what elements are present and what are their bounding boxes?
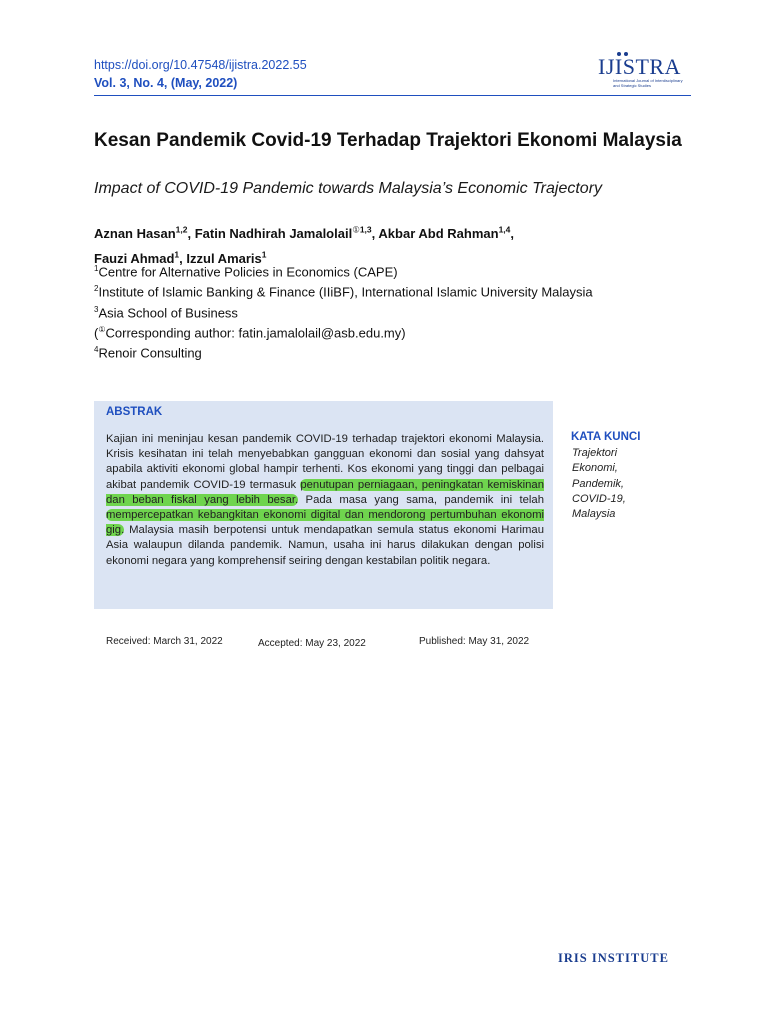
author: Fatin Nadhirah Jamalolail$^{①1,3}$, [194,225,379,242]
author: Aznan Hasan$^{1,2}$, [94,225,195,242]
corresponding-author: (①Corresponding author: fatin.jamalolail@asb.edu.my) [94,324,406,341]
keyword: Pandemik, [572,477,624,490]
affiliation: $^4$Renoir Consulting [94,345,202,361]
logo-text: IJISTRA [598,54,681,79]
accepted-date: Accepted: May 23, 2022 [258,638,366,649]
paper-subtitle: Impact of COVID-19 Pandemic towards Malaysia’s Economic Trajectory [94,180,603,197]
header-divider [94,95,691,96]
highlight: penutupan perniagaan, peningkatan kemiskinan dan beban fiskal yang lebih besar. [106,478,544,506]
received-date: Received: March 31, 2022 [106,636,223,647]
volume-info: Vol. 3, No. 4, (May, 2022) [94,76,238,90]
logo-subtitle: International Journal of Interdisciplinary and Strategic Studies [613,78,683,88]
abstract-text: Kajian ini meninjau kesan pandemik COVID-19 terhadap trajektori ekonomi Malaysia. Krisis kesihatan ini telah menyebabkan gangguan ekonomi dan sosial yang dahsyat apabila aktiviti ekonomi global hampir terhenti. Kos ekonomi yang tinggi dan pelbagai akibat pandemik COVID-19 termasuk penutupan perniagaan, peningkatan kemiskinan dan beban fiskal yang lebih besar. Pada masa yang sama, pandemik ini telah mempercepatkan kebangkitan ekonomi digital dan mendorong pertumbuhan ekonomi gig. Malaysia masih berpotensi untuk mendapatkan semula status ekonomi Harimau Asia walaupun dilanda pandemik. Namun, usaha ini harus dilakukan dengan polisi ekonomi negara yang komprehensif seiring dengan kestabilan politik negara. [106,433,544,567]
abstract-heading: ABSTRAK [106,406,163,418]
doi-link[interactable]: https://doi.org/10.47548/ijistra.2022.55 [94,58,307,72]
keywords-list [572,446,662,522]
keyword: Malaysia [572,508,616,521]
keyword: COVID-19, [572,492,626,505]
publisher-footer: IRIS INSTITUTE [558,951,669,965]
published-date: Published: May 31, 2022 [419,636,530,647]
affiliation: $^3$Asia School of Business [94,304,238,320]
affiliation: $^1$Centre for Alternative Policies in Economics (CAPE) [94,264,398,280]
keywords-heading: KATA KUNCI [571,431,641,443]
highlight: mempercepatkan kebangkitan ekonomi digital dan mendorong pertumbuhan ekonomi gig. [106,509,544,537]
author: Izzul Amaris$^1$ [186,249,267,266]
author: Akbar Abd Rahman$^{1,4}$, [378,225,515,242]
affiliation: $^2$Institute of Islamic Banking & Finance (IIiBF), International Islamic University Malaysia [94,284,593,300]
journal-logo [598,50,693,90]
corresponding-mark-icon: ① [352,225,360,235]
keyword: Trajektori Ekonomi, [572,447,618,475]
affiliations [94,260,714,362]
paper-title: Kesan Pandemik Covid-19 Terhadap Trajektori Ekonomi Malaysia [94,130,682,151]
author: Fauzi Ahmad$^1$, [94,249,187,266]
